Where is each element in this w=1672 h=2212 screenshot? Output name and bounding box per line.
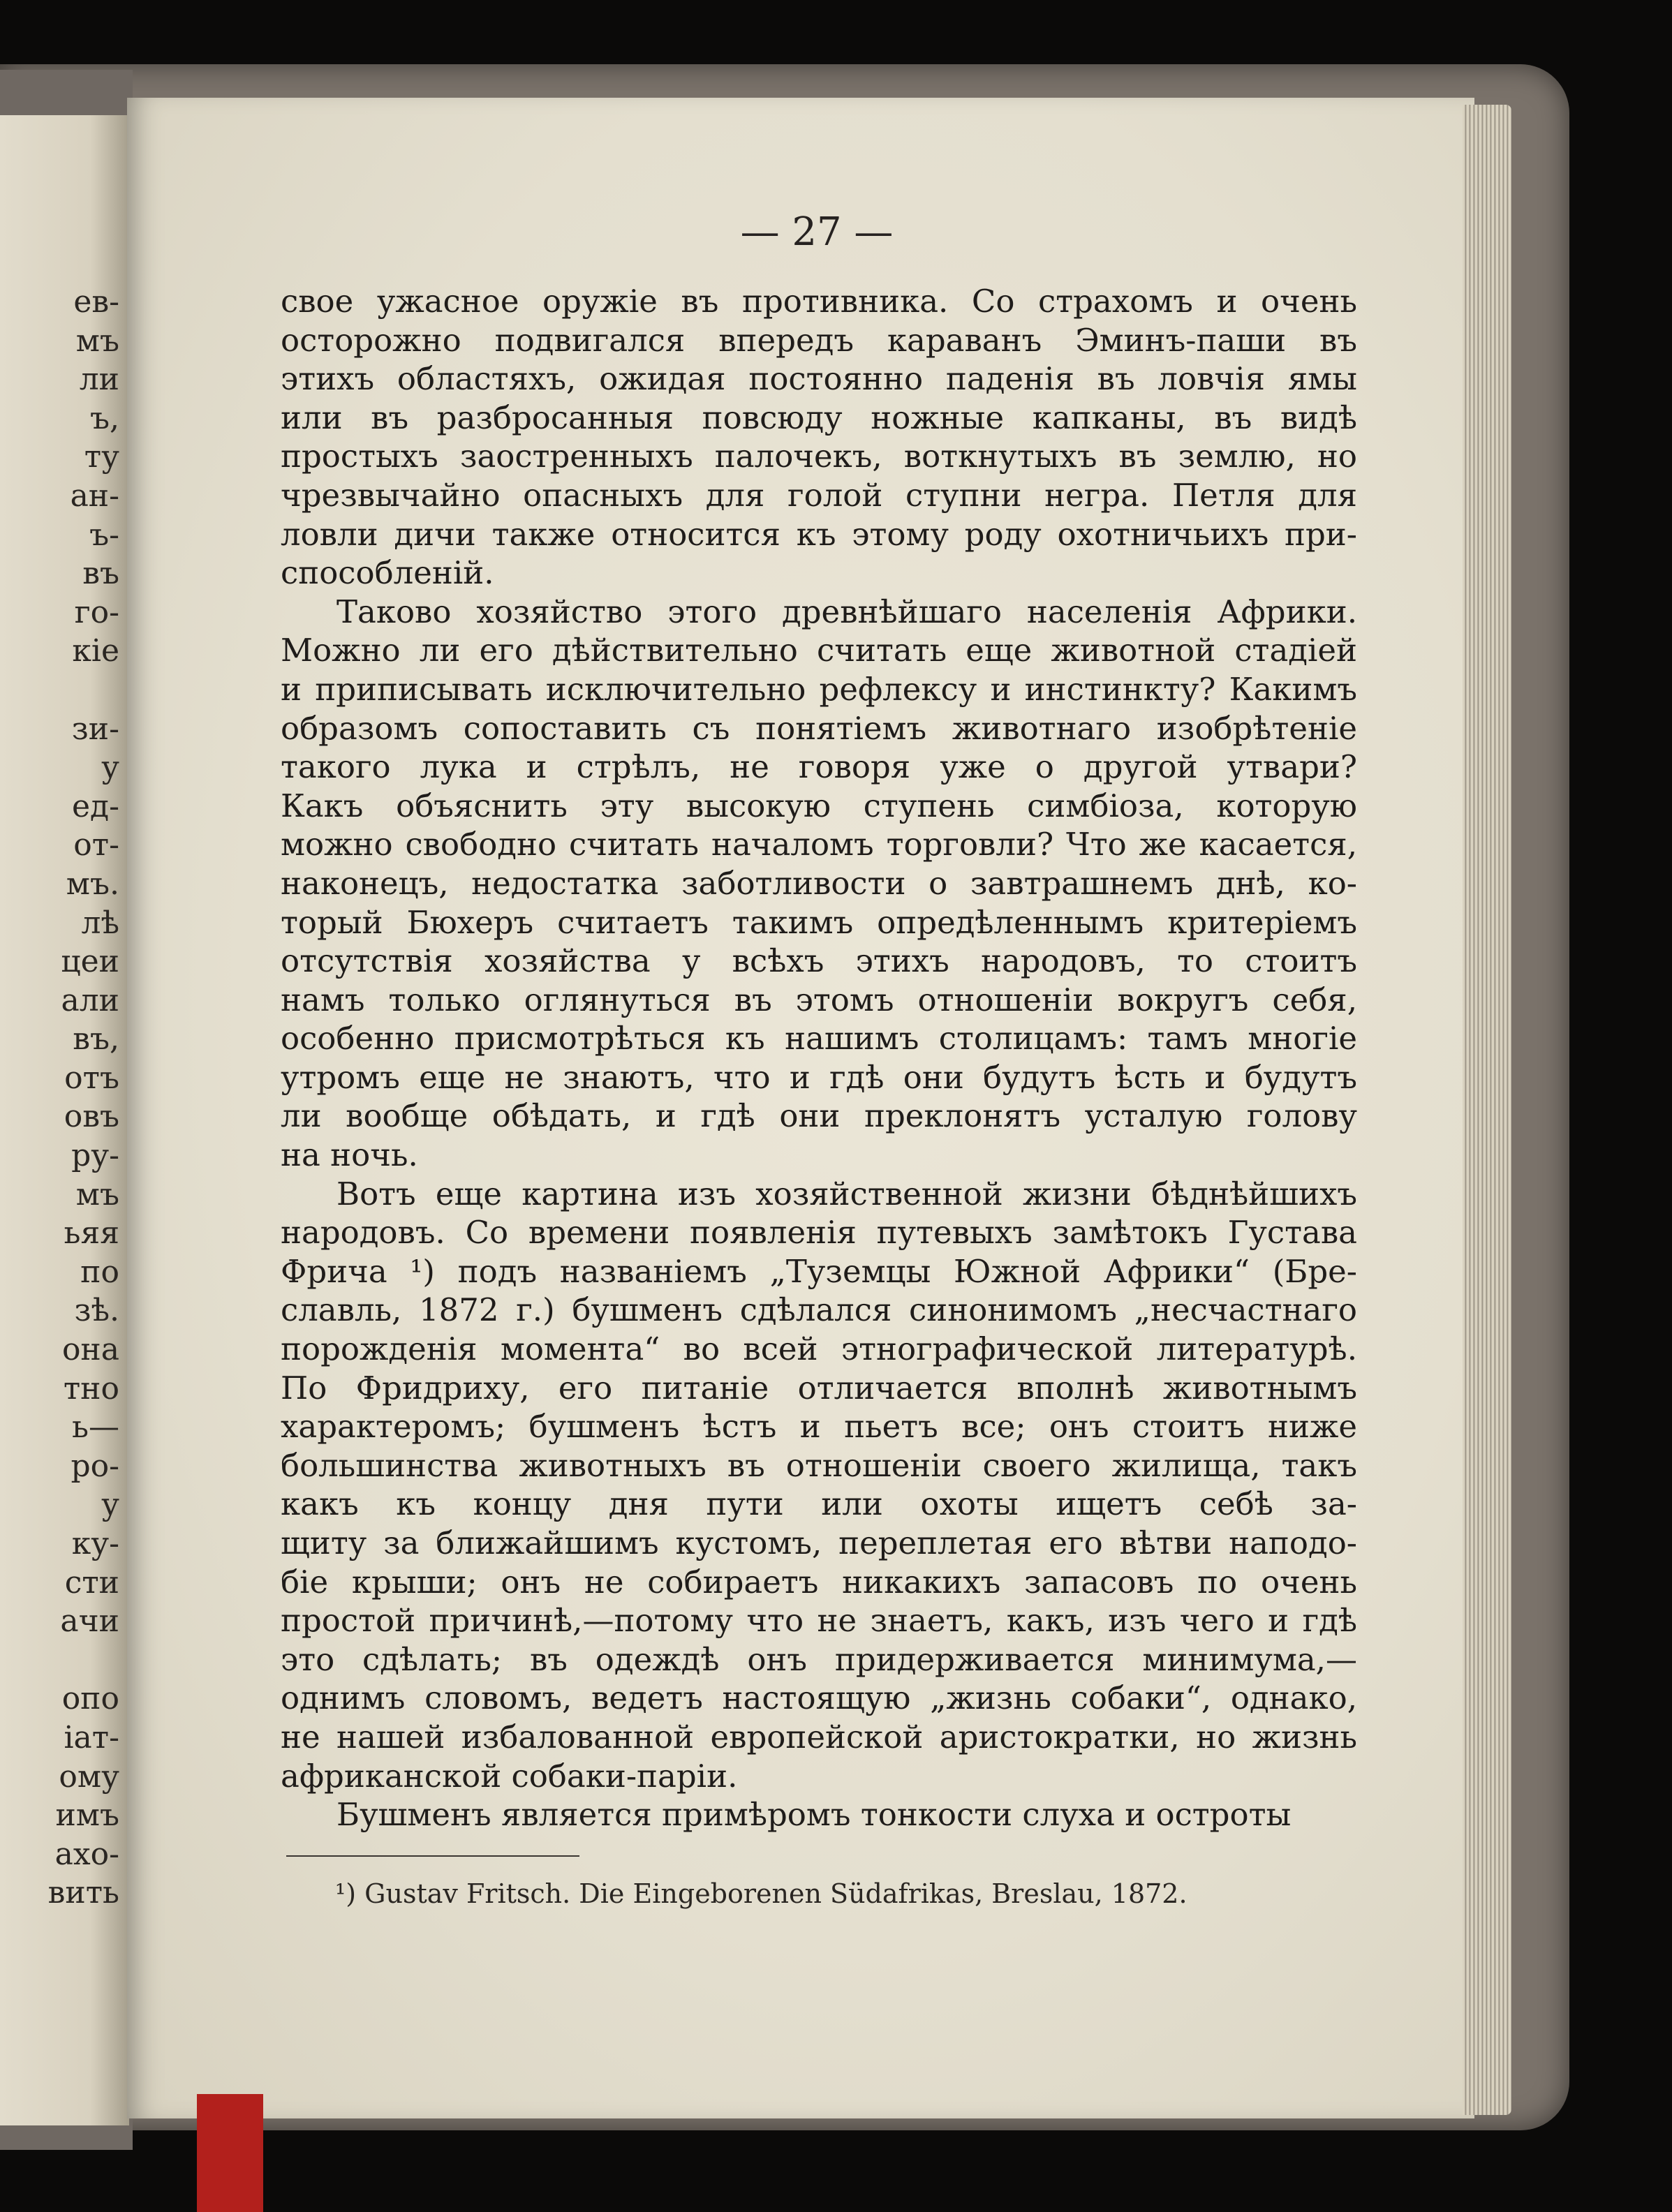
previous-page-fragment: мъ: [75, 1176, 119, 1212]
previous-page-fragment: опо: [61, 1681, 119, 1717]
text-line: славль, 1872 г.) бушменъ сдѣлался синонимомъ „несчастнаго: [281, 1291, 1357, 1329]
text-line: намъ только оглянуться въ этомъ отношеніи вокругъ себя,: [281, 981, 1357, 1018]
previous-page-fragment: кіе: [72, 633, 119, 669]
text-line: Фрича ¹) подъ названіемъ „Туземцы Южной Африки“ (Бре-: [281, 1252, 1357, 1290]
text-line: особенно присмотрѣться къ нашимъ столицамъ: тамъ многіе: [281, 1020, 1357, 1057]
text-line: простой причинѣ,—потому что не знаетъ, какъ, изъ чего и гдѣ: [281, 1602, 1357, 1640]
previous-page-fragment: у: [101, 1487, 119, 1523]
text-line: свое ужасное оружіе въ противника. Со страхомъ и очень: [281, 283, 1357, 320]
previous-page-fragment: іат-: [64, 1719, 119, 1756]
previous-page-fragment: ку-: [71, 1526, 119, 1561]
page-stack-edges: [1463, 105, 1511, 2115]
previous-page-fragment: зи-: [71, 711, 119, 747]
body-text: [281, 282, 1357, 1834]
footnote-rule: [286, 1855, 579, 1857]
text-line: способленій.: [281, 554, 494, 592]
previous-page-fragment: она: [61, 1332, 119, 1368]
text-line: щиту за ближайшимъ кустомъ, переплетая его вѣтви наподо-: [281, 1524, 1357, 1561]
text-line: ли вообще обѣдать, и гдѣ они преклонятъ усталую голову: [281, 1097, 1357, 1135]
previous-page-fragment: ту: [84, 439, 119, 475]
text-line: однимъ словомъ, ведетъ настоящую „жизнь собаки“, однако,: [281, 1679, 1357, 1717]
text-line: характеромъ; бушменъ ѣстъ и пьетъ все; онъ стоитъ ниже: [281, 1408, 1357, 1446]
previous-page-fragment: го-: [74, 594, 119, 630]
previous-page-fragment: ан-: [70, 477, 119, 514]
previous-page-fragment: али: [61, 982, 119, 1018]
previous-page-fragment: [48, 671, 119, 710]
text-line: ловли дичи также относится къ этому роду охотничьихъ при-: [281, 515, 1357, 553]
previous-page-fragment: ев-: [73, 284, 119, 320]
text-line: Таково хозяйство этого древнѣйшаго населенія Африки.: [336, 593, 1357, 630]
previous-page-fragment: ачи: [60, 1603, 119, 1640]
page-number: — 27 —: [740, 209, 894, 255]
text-line: Можно ли его дѣйствительно считать еще животной стадіей: [281, 632, 1357, 669]
text-line: какъ къ концу дня пути или охоты ищетъ себѣ за-: [281, 1485, 1357, 1523]
text-line: народовъ. Со времени появленія путевыхъ замѣтокъ Густава: [281, 1214, 1357, 1252]
previous-page-fragment: ьяя: [64, 1215, 119, 1252]
previous-page-fragment: мъ: [75, 322, 119, 359]
previous-page-text: [48, 283, 119, 1913]
previous-page-fragment: ь—: [72, 1409, 119, 1446]
previous-page-fragment: ому: [59, 1758, 119, 1795]
text-line: біе крыши; онъ не собираетъ никакихъ запасовъ по очень: [281, 1563, 1357, 1601]
text-line: на ночь.: [281, 1136, 418, 1174]
previous-page-fragment: ъ,: [90, 400, 119, 436]
previous-page-fragment: лѣ: [81, 905, 119, 941]
footnote: ¹) Gustav Fritsch. Die Eingeborenen Südafrikas, Breslau, 1872.: [335, 1878, 1188, 1909]
previous-page-fragment: [48, 1641, 119, 1680]
text-line: и приписывать исключительно рефлексу и инстинкту? Какимъ: [281, 670, 1357, 708]
text-line: можно свободно считать началомъ торговли? Что же касается,: [281, 826, 1357, 863]
previous-page-fragment: ахо-: [54, 1836, 119, 1872]
previous-page-fragment: цеи: [61, 944, 119, 980]
previous-page-fragment: по: [80, 1254, 119, 1290]
previous-page-fragment: въ,: [73, 1021, 119, 1057]
text-line: Вотъ еще картина изъ хозяйственной жизни бѣднѣйшихъ: [336, 1175, 1357, 1212]
text-line: образомъ сопоставить съ понятіемъ животнаго изобрѣтеніе: [281, 709, 1357, 747]
previous-page-fragment: у: [101, 750, 119, 786]
text-line: простыхъ заостренныхъ палочекъ, воткнутыхъ въ землю, но: [281, 438, 1357, 475]
text-line: не нашей избалованной европейской аристократки, но жизнь: [281, 1718, 1357, 1756]
text-line: этихъ областяхъ, ожидая постоянно паденія въ ловчія ямы: [281, 360, 1357, 398]
text-line: африканской собаки-паріи.: [281, 1757, 738, 1795]
previous-page-fragment: от-: [73, 827, 119, 863]
text-line: чрезвычайно опасныхъ для голой ступни негра. Петля для: [281, 476, 1357, 514]
text-line: или въ разбросанныя повсюду ножные капканы, въ видѣ: [281, 399, 1357, 436]
previous-page-edge: [0, 115, 129, 2125]
previous-page-fragment: ли: [79, 362, 119, 398]
text-line: это сдѣлать; въ одеждѣ онъ придерживается минимума,—: [281, 1640, 1357, 1678]
previous-page-fragment: въ: [82, 556, 119, 592]
previous-page-fragment: ед-: [72, 788, 119, 824]
text-line: Какъ объяснить эту высокую ступень симбіоза, которую: [281, 787, 1357, 824]
previous-page-fragment: вить: [47, 1875, 119, 1911]
text-line: порожденія момента“ во всей этнографической литературѣ.: [281, 1330, 1357, 1368]
previous-page-fragment: сти: [64, 1564, 119, 1601]
text-line: большинства животныхъ въ отношеніи своего жилища, такъ: [281, 1446, 1357, 1484]
previous-page-fragment: тно: [63, 1370, 119, 1406]
text-line: Бушменъ является примѣромъ тонкости слуха и остроты: [336, 1796, 1292, 1834]
previous-page-fragment: ъ-: [89, 517, 119, 553]
previous-page-fragment: зѣ.: [74, 1293, 119, 1329]
text-line: По Фридриху, его питаніе отличается вполнѣ животнымъ: [281, 1369, 1357, 1406]
text-line: торый Бюхеръ считаетъ такимъ опредѣленнымъ критеріемъ: [281, 903, 1357, 941]
previous-page-fragment: мъ.: [66, 866, 119, 902]
text-line: отсутствія хозяйства у всѣхъ этихъ народовъ, то стоитъ: [281, 942, 1357, 980]
previous-page-fragment: отъ: [64, 1060, 119, 1096]
text-line: утромъ еще не знаютъ, что и гдѣ они будутъ ѣсть и будутъ: [281, 1058, 1357, 1096]
text-line: такого лука и стрѣлъ, не говоря уже о другой утвари?: [281, 748, 1357, 786]
previous-page-fragment: ру-: [71, 1138, 119, 1174]
text-line: наконецъ, недостатка заботливости о завтрашнемъ днѣ, ко-: [281, 864, 1357, 902]
bookmark-ribbon: [197, 2094, 263, 2212]
previous-page-fragment: ро-: [71, 1448, 119, 1484]
previous-page-fragment: имъ: [55, 1797, 119, 1834]
text-line: осторожно подвигался впередъ караванъ Эминъ-паши въ: [281, 321, 1357, 359]
previous-page-fragment: овъ: [64, 1099, 119, 1135]
